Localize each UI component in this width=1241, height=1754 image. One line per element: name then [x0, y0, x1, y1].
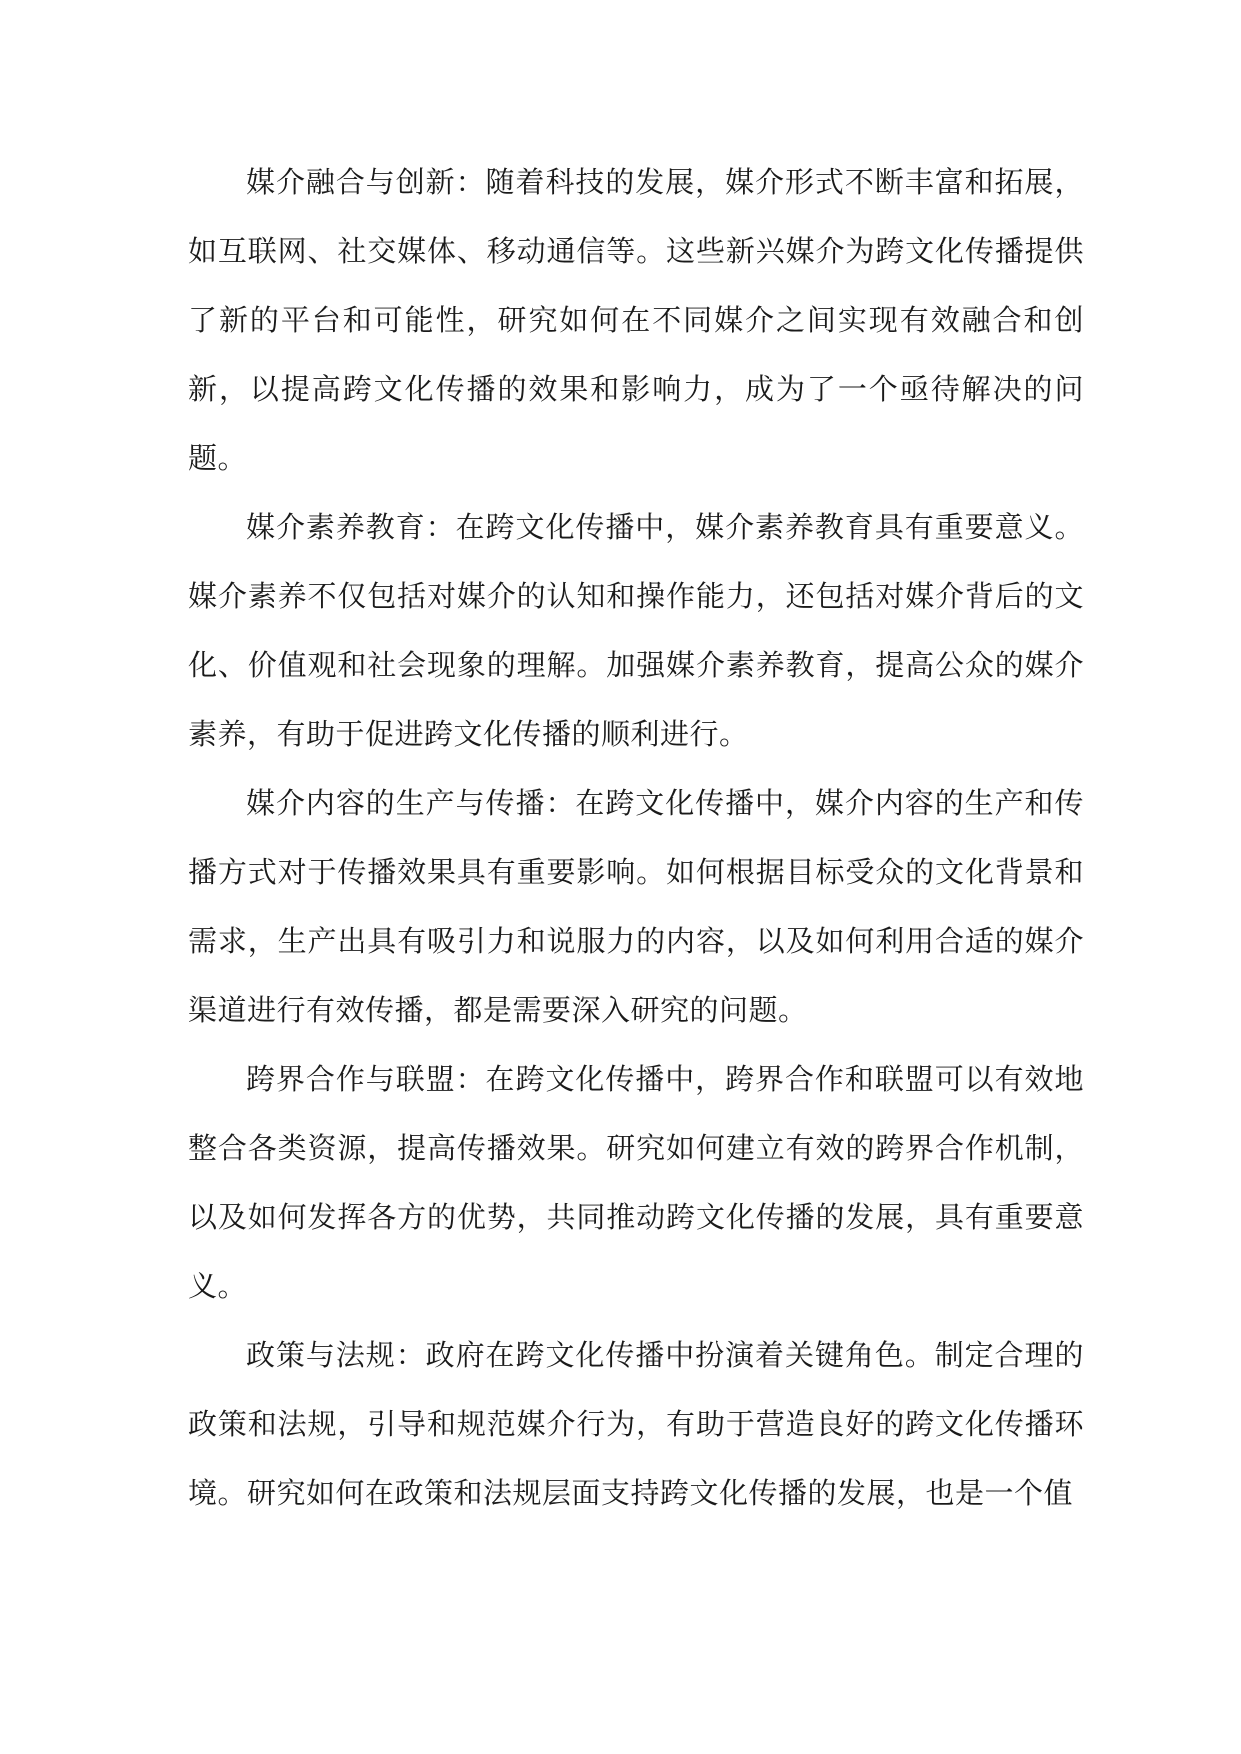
- document-body: [188, 148, 1084, 1528]
- paragraph-media-literacy: 媒介素养教育：在跨文化传播中，媒介素养教育具有重要意义。媒介素养不仅包括对媒介的认知和操作能力，还包括对媒介背后的文化、价值观和社会现象的理解。加强媒介素养教育，提高公众的媒介素养，有助于促进跨文化传播的顺利进行。: [188, 510, 1084, 751]
- paragraph-content-production: 媒介内容的生产与传播：在跨文化传播中，媒介内容的生产和传播方式对于传播效果具有重要影响。如何根据目标受众的文化背景和需求，生产出具有吸引力和说服力的内容，以及如何利用合适的媒介渠道进行有效传播，都是需要深入研究的问题。: [188, 786, 1084, 1027]
- paragraph-cross-border-cooperation: 跨界合作与联盟：在跨文化传播中，跨界合作和联盟可以有效地整合各类资源，提高传播效果。研究如何建立有效的跨界合作机制，以及如何发挥各方的优势，共同推动跨文化传播的发展，具有重要意义。: [188, 1062, 1084, 1303]
- paragraph-media-convergence: 媒介融合与创新：随着科技的发展，媒介形式不断丰富和拓展，如互联网、社交媒体、移动通信等。这些新兴媒介为跨文化传播提供了新的平台和可能性，研究如何在不同媒介之间实现有效融合和创新，以提高跨文化传播的效果和影响力，成为了一个亟待解决的问题。: [188, 165, 1084, 475]
- paragraph-policy-regulation: 政策与法规：政府在跨文化传播中扮演着关键角色。制定合理的政策和法规，引导和规范媒介行为，有助于营造良好的跨文化传播环境。研究如何在政策和法规层面支持跨文化传播的发展，也是一个值: [188, 1338, 1084, 1510]
